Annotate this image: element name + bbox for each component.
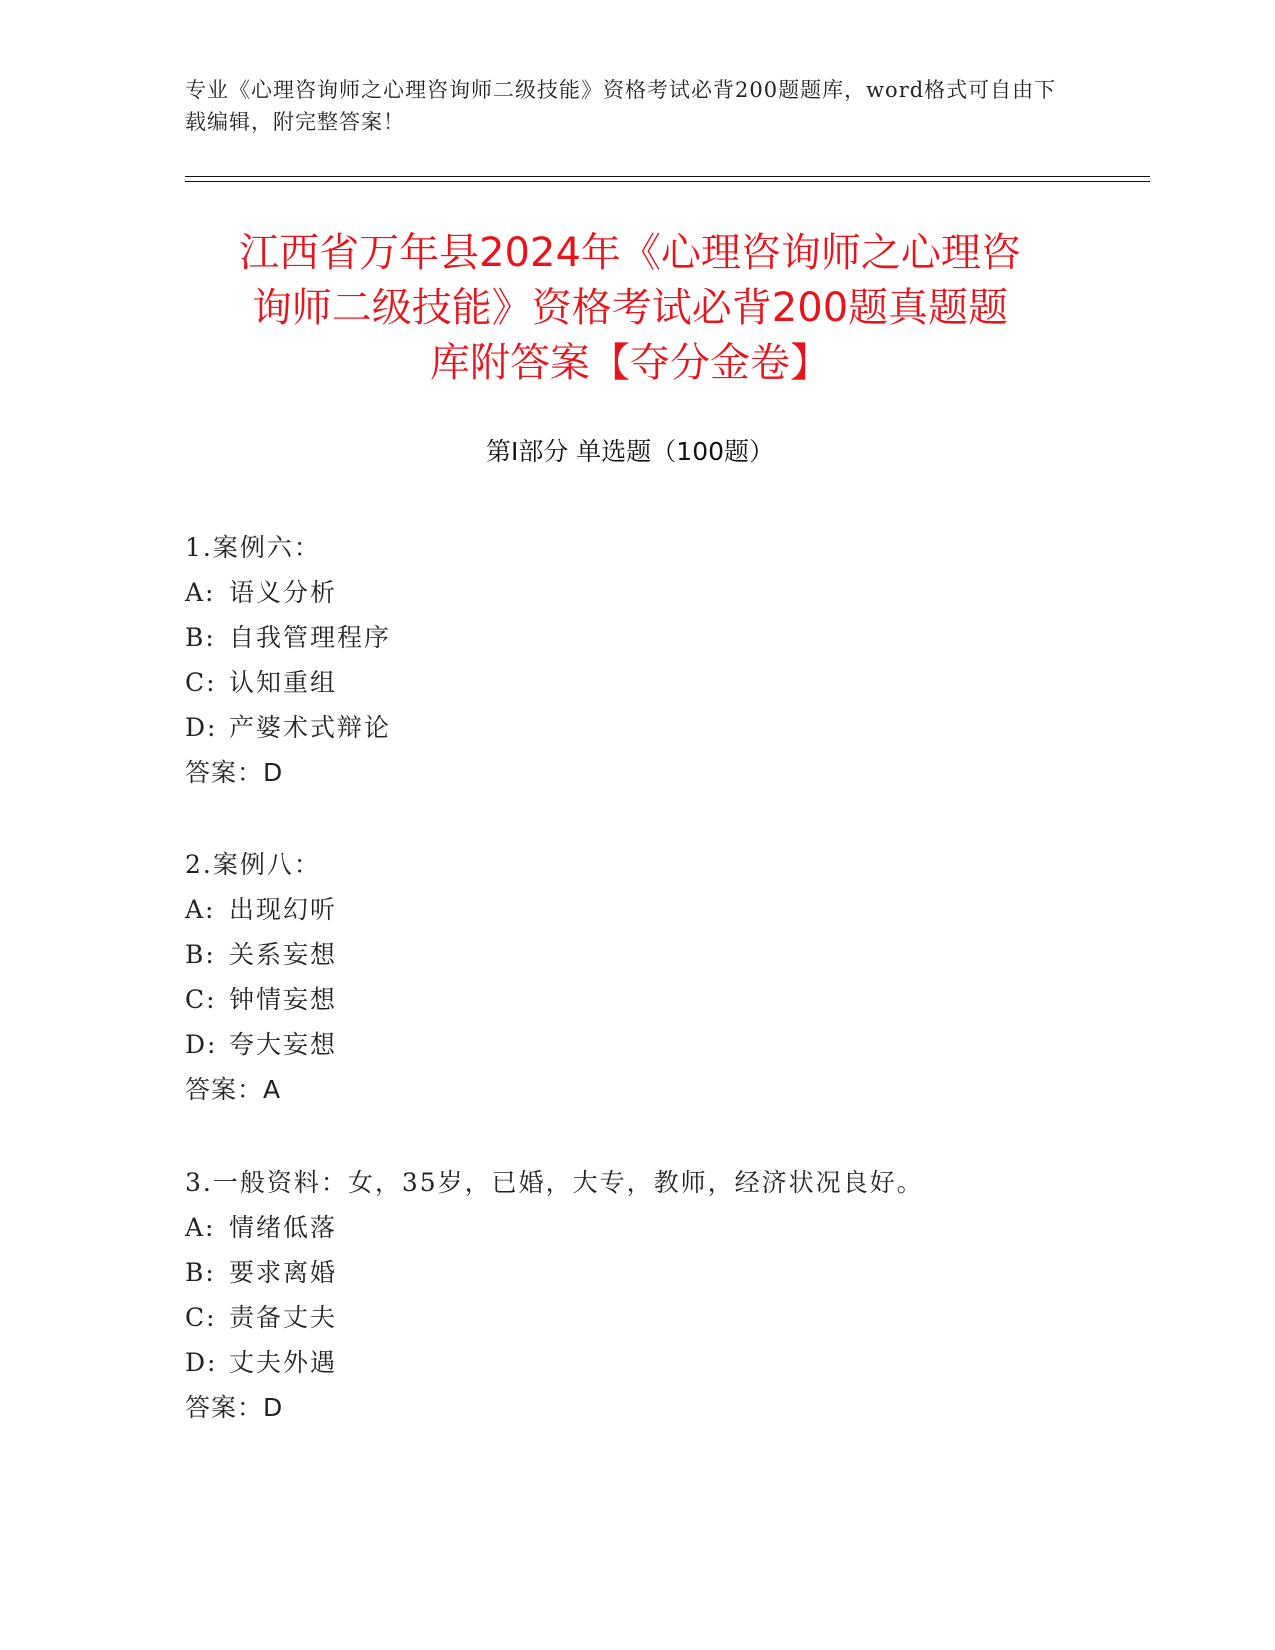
option-text: 自我管理程序 — [229, 623, 392, 652]
option-a — [185, 1205, 1085, 1250]
option-b — [185, 1250, 1085, 1295]
option-key: A: — [185, 895, 216, 924]
option-text: 夸大妄想 — [229, 1030, 338, 1059]
option-d — [185, 705, 1085, 750]
option-text: 关系妄想 — [229, 940, 338, 969]
section-heading: 第Ⅰ部分 单选题（100题） — [485, 437, 775, 466]
answer: 答案：A — [185, 1075, 282, 1104]
question-stem: 1.案例六： — [185, 533, 321, 562]
option-d — [185, 1022, 1085, 1067]
header-rule-bottom — [185, 181, 1150, 182]
answer: 答案：D — [185, 758, 284, 787]
question-1 — [185, 525, 1085, 795]
option-a — [185, 887, 1085, 932]
option-key: A: — [185, 1213, 216, 1242]
option-text: 钟情妄想 — [229, 985, 338, 1014]
option-a — [185, 570, 1085, 615]
document-title — [185, 226, 1075, 391]
option-text: 责备丈夫 — [229, 1303, 338, 1332]
option-key: D: — [185, 713, 218, 742]
option-d — [185, 1340, 1085, 1385]
question-stem: 3.一般资料：女，35岁，已婚，大专，教师，经济状况良好。 — [185, 1168, 924, 1197]
option-key: B: — [185, 1258, 216, 1287]
option-key: D: — [185, 1348, 218, 1377]
option-b — [185, 932, 1085, 977]
title-line-2: 询师二级技能》资格考试必背200题真题题 — [251, 285, 1009, 331]
title-line-1: 江西省万年县2024年《心理咨询师之心理咨 — [239, 230, 1021, 276]
option-text: 语义分析 — [229, 578, 338, 607]
option-text: 认知重组 — [229, 668, 338, 697]
option-text: 要求离婚 — [229, 1258, 338, 1287]
option-key: D: — [185, 1030, 218, 1059]
option-key: C: — [185, 668, 217, 697]
header-note: 专业《心理咨询师之心理咨询师二级技能》资格考试必背200题题库，word格式可自由下载编辑，附完整答案！ — [185, 78, 1057, 134]
question-3 — [185, 1160, 1085, 1430]
option-text: 产婆术式辩论 — [229, 713, 392, 742]
option-c — [185, 977, 1085, 1022]
answer: 答案：D — [185, 1393, 284, 1422]
option-key: C: — [185, 1303, 217, 1332]
header-rule-top — [185, 176, 1150, 177]
option-key: B: — [185, 623, 216, 652]
option-b — [185, 615, 1085, 660]
option-c — [185, 1295, 1085, 1340]
option-text: 情绪低落 — [229, 1213, 338, 1242]
question-2 — [185, 842, 1085, 1112]
title-line-3: 库附答案【夺分金卷】 — [430, 340, 830, 386]
option-text: 丈夫外遇 — [229, 1348, 338, 1377]
option-key: C: — [185, 985, 217, 1014]
option-key: B: — [185, 940, 216, 969]
option-c — [185, 660, 1085, 705]
question-stem: 2.案例八： — [185, 850, 321, 879]
option-key: A: — [185, 578, 216, 607]
option-text: 出现幻听 — [229, 895, 338, 924]
